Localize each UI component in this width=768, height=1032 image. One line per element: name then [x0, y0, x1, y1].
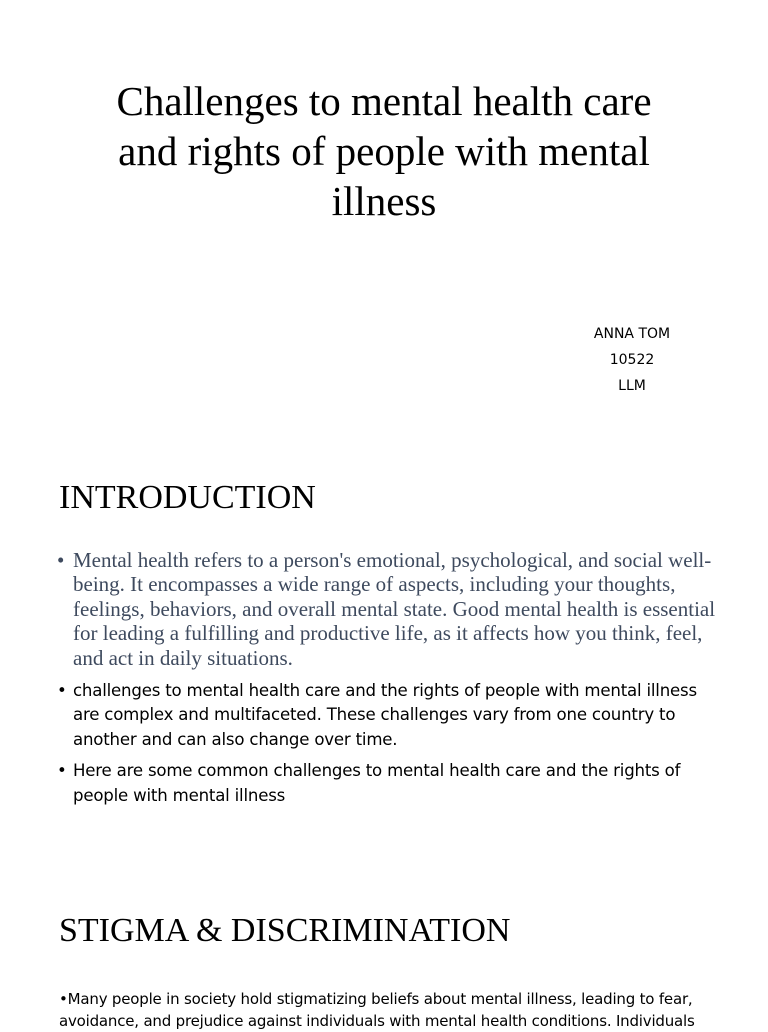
introduction-bullet	[57, 548, 717, 670]
course-name: LLM	[618, 378, 646, 394]
bullet-text: Mental health refers to a person's emotional, psychological, and social well-being. It encompasses a wide range of aspects, including your thoughts, feelings, behaviors, and overall mental state. Good mental health is essential for leading a fulfilling and productive life, as it affects how you think, feel, and act in daily situations.	[73, 548, 716, 670]
bullet-text: challenges to mental health care and the rights of people with mental illness are complex and multifaceted. These challenges vary from one country to another and can also change over time.	[73, 681, 697, 749]
stigma-heading: STIGMA & DISCRIMINATION	[59, 912, 511, 949]
stigma-slide	[0, 864, 768, 1030]
author-name: ANNA TOM	[593, 326, 671, 342]
bullet-marker: •	[57, 548, 65, 572]
bullet-marker: •	[57, 761, 67, 781]
introduction-heading: INTRODUCTION	[59, 479, 316, 516]
stigma-paragraph: •Many people in society hold stigmatizing beliefs about mental illness, leading to fear, avoidance, and prejudice against individuals with mental health conditions. Individuals	[59, 990, 695, 1030]
introduction-slide	[0, 432, 768, 864]
presentation-title: Challenges to mental health care and rights of people with mental illness	[116, 78, 652, 224]
title-slide	[0, 0, 768, 432]
author-block	[560, 321, 704, 399]
introduction-bullet	[57, 679, 717, 752]
bullet-marker: •	[57, 681, 67, 701]
roll-number: 10522	[609, 352, 655, 368]
introduction-bullet	[57, 759, 717, 808]
bullet-text: Here are some common challenges to mental health care and the rights of people with mental illness	[73, 761, 681, 805]
introduction-bullet-list	[57, 548, 717, 808]
